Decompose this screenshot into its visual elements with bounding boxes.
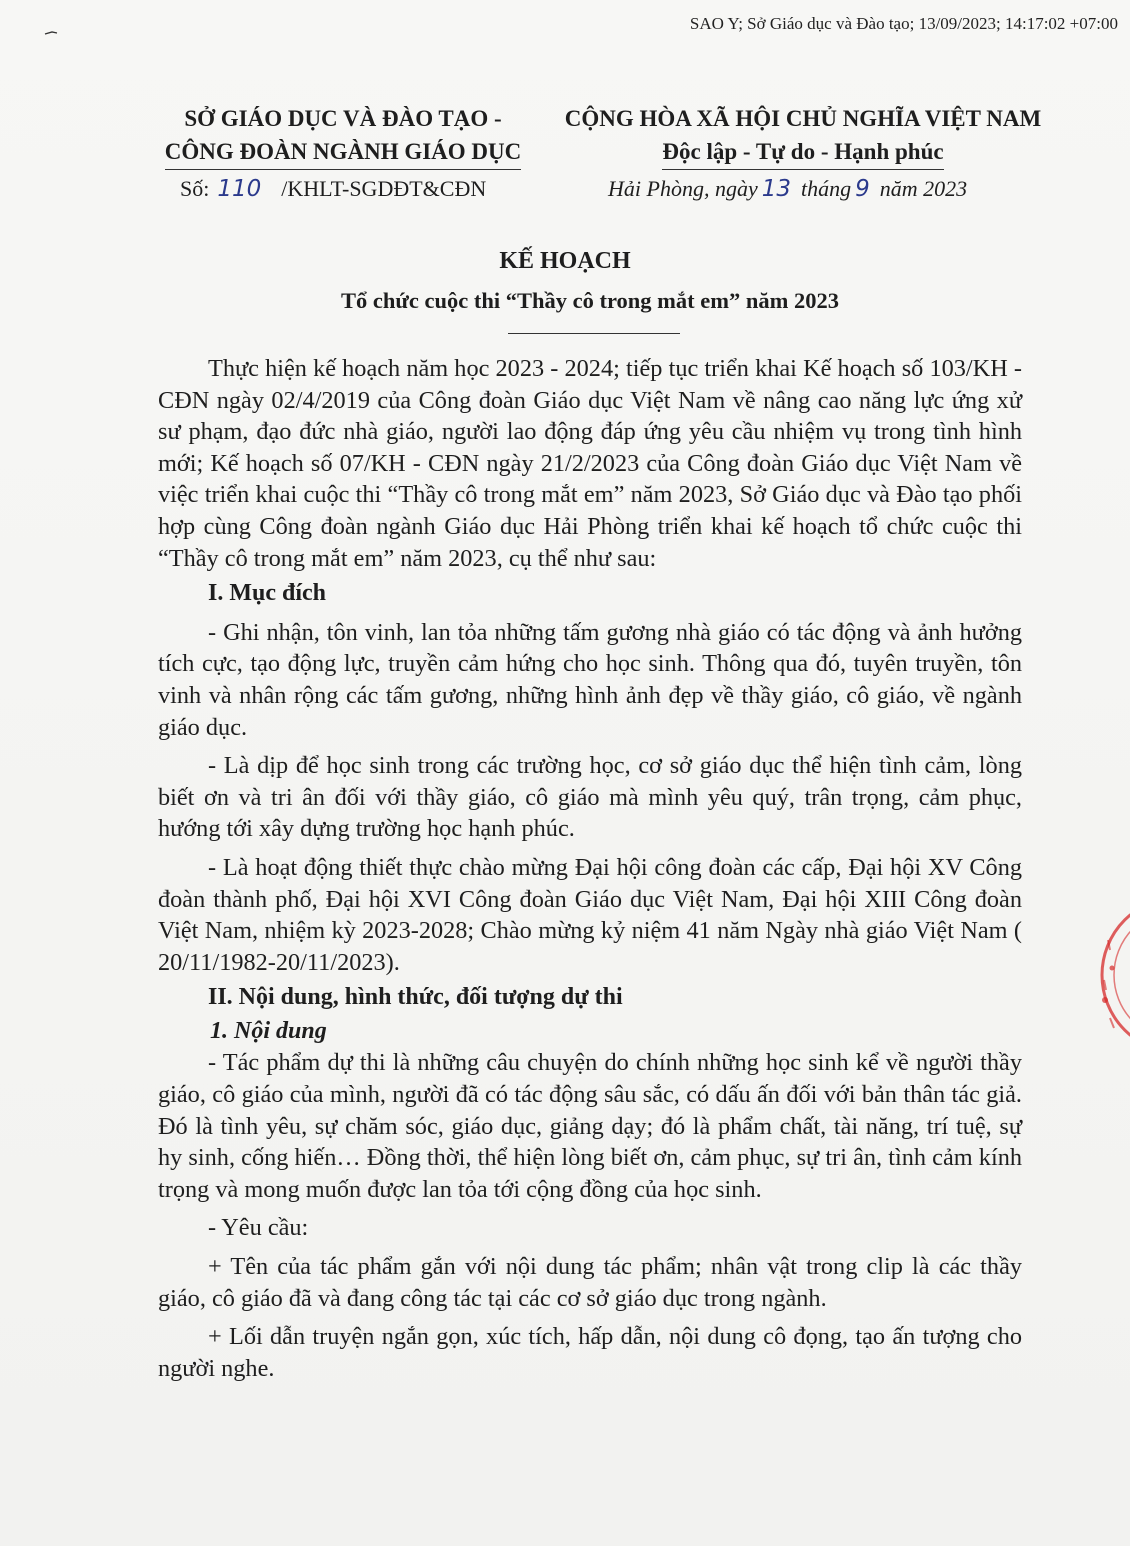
title-divider: [508, 333, 680, 334]
digital-copy-stamp: SAO Y; Sở Giáo dục và Đào tạo; 13/09/2023; 14:17:02 +07:00: [689, 14, 1118, 33]
doc-number-suffix: /KHLT-SGDĐT&CĐN: [281, 176, 487, 201]
date-prefix: Hải Phòng, ngày: [608, 176, 758, 201]
requirement-2: + Lối dẫn truyện ngắn gọn, xúc tích, hấp dẫn, nội dung cô đọng, tạo ấn tượng cho người nghe.: [158, 1323, 1022, 1382]
document-body: [158, 353, 1022, 1384]
date-month-handwritten: 9: [855, 176, 870, 202]
country-name: CỘNG HÒA XÃ HỘI CHỦ NGHĨA VIỆT NAM: [564, 106, 1042, 131]
scan-speck-icon: [44, 30, 58, 36]
section-2-heading: II. Nội dung, hình thức, đối tượng dự thi: [208, 984, 623, 1011]
document-title: KẾ HOẠCH: [499, 248, 631, 274]
purpose-paragraph-1: - Ghi nhận, tôn vinh, lan tỏa những tấm gương nhà giáo có tác động và ảnh hưởng tích cực, tạo động lực, truyền cảm hứng cho học sinh. Thông qua đó, tuyên truyền, tôn vinh và nhân rộng các tấm gương, những hình ảnh đẹp về thầy giáo, cô giáo, về ngành giáo dục.: [158, 618, 1022, 741]
requirement-1: + Tên của tác phẩm gắn với nội dung tác phẩm; nhân vật trong clip là các thầy giáo, cô giáo đã và đang công tác tại các cơ sở giáo dục trong ngành.: [158, 1253, 1022, 1312]
document-subtitle: Tổ chức cuộc thi “Thầy cô trong mắt em” năm 2023: [340, 288, 840, 313]
doc-number-prefix: Số:: [180, 176, 210, 201]
document-date: [608, 176, 967, 202]
date-day-handwritten: 13: [761, 176, 791, 202]
motto: Độc lập - Tự do - Hạnh phúc: [662, 135, 943, 170]
requirements-label: - Yêu cầu:: [208, 1214, 309, 1242]
red-seal-icon: [1090, 890, 1130, 1060]
doc-number-handwritten: 110: [217, 176, 262, 202]
purpose-paragraph-3: - Là hoạt động thiết thực chào mừng Đại hội công đoàn các cấp, Đại hội XV Công đoàn thành phố, Đại hội XVI Công đoàn Giáo dục Việt Nam, Đại hội XIII Công đoàn Việt Nam, nhiệm kỳ 2023-2028; Chào mừng kỷ niệm 41 năm Ngày nhà giáo Việt Nam ( 20/11/1982-20/11/2023).: [158, 853, 1022, 976]
date-year: năm 2023: [879, 176, 968, 201]
subsection-1-heading: 1. Nội dung: [210, 1017, 327, 1044]
agency-line-1: SỞ GIÁO DỤC VÀ ĐÀO TẠO -: [184, 106, 502, 131]
purpose-paragraph-2: - Là dịp để học sinh trong các trường học, cơ sở giáo dục thể hiện tình cảm, lòng biết ơn và tri ân đối với thầy giáo, cô giáo mà mình yêu quý, trân trọng, cảm phục, hướng tới xây dựng trường học hạnh phúc.: [158, 752, 1022, 843]
date-month-label: tháng: [800, 176, 852, 201]
content-paragraph: - Tác phẩm dự thi là những câu chuyện do chính những học sinh kể về người thầy giáo, cô giáo của mình, người đã có tác động sâu sắc, có dấu ấn đối với bản thân tác giả. Đó là tình yêu, sự chăm sóc, giáo dục, giảng dạy; đó là phẩm chất, tài năng, trí tuệ, sự hy sinh, cống hiến… Đồng thời, thể hiện lòng biết ơn, cảm phục, sự tri ân, tình cảm kính trọng và mong muốn được lan tỏa tới cộng đồng của học sinh.: [158, 1049, 1022, 1203]
issuing-agency: [150, 102, 536, 170]
section-1-heading: I. Mục đích: [208, 580, 327, 607]
agency-line-2: CÔNG ĐOÀN NGÀNH GIÁO DỤC: [165, 135, 522, 170]
intro-paragraph: Thực hiện kế hoạch năm học 2023 - 2024; tiếp tục triển khai Kế hoạch số 103/KH - CĐN ngày 02/4/2019 của Công đoàn Giáo dục Việt Nam về nâng cao năng lực ứng xử sư phạm, đạo đức nhà giáo, người lao động đáp ứng yêu cầu nhiệm vụ trong tình hình mới; Kế hoạch số 07/KH - CĐN ngày 21/2/2023 của Công đoàn Giáo dục Việt Nam về việc triển khai cuộc thi “Thầy cô trong mắt em” năm 2023, Sở Giáo dục và Đào tạo phối hợp cùng Công đoàn ngành Giáo dục Hải Phòng triển khai kế hoạch tổ chức cuộc thi “Thầy cô trong mắt em” năm 2023, cụ thể như sau:: [158, 355, 1022, 572]
national-motto: [562, 102, 1044, 170]
document-number: [180, 176, 486, 202]
